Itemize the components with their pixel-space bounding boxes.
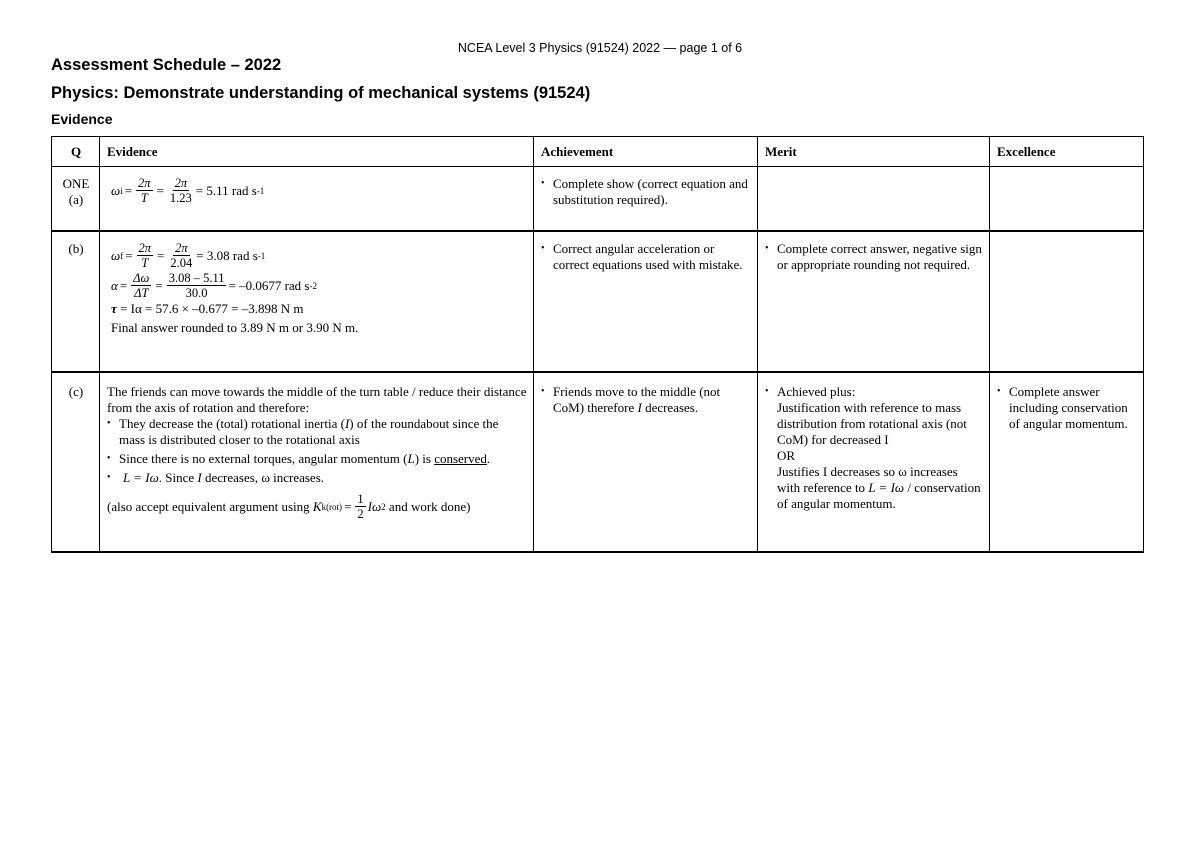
list-item: OR <box>777 448 796 463</box>
column-header-achievement: Achievement <box>534 137 758 167</box>
list-item: • Achieved plus: <box>765 384 983 400</box>
fraction: $\frac{2\pi}{1.23}$ <box>169 176 192 205</box>
running-header: NCEA Level 3 Physics (91524) 2022 — page 1 of 6 <box>457 41 743 55</box>
column-header-merit: Merit <box>758 137 990 167</box>
fraction: $\frac{3.08 - 5.11}{30.0}$ <box>168 271 225 300</box>
question-part: (c) <box>68 384 84 399</box>
list-item: • Since there is no external torques, angular momentum (L) is conserved. <box>107 451 527 467</box>
list-item: • Complete correct answer, negative sign or appropriate rounding not required. <box>765 241 983 273</box>
evidence-cell <box>100 372 534 552</box>
list-item: Justification with reference to mass distribution from rotational axis (not CoM) for decreased I <box>777 400 967 447</box>
fraction: $\frac{2\pi}{2.04}$ <box>170 241 193 270</box>
achievement-cell <box>534 231 758 372</box>
equation-omega-f: ω f = $\frac{2\pi}{T}$ = $\frac{2\pi}{2.04}$ = 3.08 rad s -1 <box>111 241 266 270</box>
merit-cell <box>758 231 990 372</box>
table-row <box>52 167 1144 232</box>
evidence-cell <box>100 167 534 232</box>
page-subtitle: Physics: Demonstrate understanding of mechanical systems (91524) <box>51 84 591 102</box>
fraction: $\frac{1}{2}$ <box>357 492 364 521</box>
eq-lhs: ω <box>111 182 121 198</box>
merit-cell <box>758 167 990 232</box>
list-item: • Correct angular acceleration or correct equations used with mistake. <box>541 241 751 273</box>
excellence-cell <box>990 372 1144 552</box>
equation-alpha: α = $\frac{\Delta\omega}{\Delta T}$ = $\frac{3.08 - 5.11}{30.0}$ = –0.0677 rad s -2 <box>111 271 317 300</box>
question-part: (a) <box>68 192 84 207</box>
list-item: • Complete show (correct equation and substitution required). <box>541 176 751 208</box>
list-item: Justifies I decreases so ω increases with reference to L = Iω / conservation of angular momentum. <box>777 464 981 511</box>
list-item: • They decrease the (total) rotational inertia (I) of the roundabout since the mass is distributed closer to the rotational axis <box>107 416 527 448</box>
achievement-cell <box>534 372 758 552</box>
fraction: $\frac{\Delta\omega}{\Delta T}$ <box>133 271 150 300</box>
table-row <box>52 231 1144 372</box>
page-title: Assessment Schedule – 2022 <box>51 56 282 74</box>
assessment-schedule-table <box>51 136 1144 553</box>
eq-result: = 5.11 rad s <box>195 182 257 198</box>
column-header-excellence: Excellence <box>990 137 1144 167</box>
list-item: • Friends move to the middle (not CoM) therefore I decreases. <box>541 384 751 416</box>
question-cell <box>52 167 100 232</box>
question-cell <box>52 231 100 372</box>
equation-torque: τ = Iα = 57.6 × –0.677 = –3.898 N m <box>111 301 304 316</box>
section-heading: Evidence <box>51 111 113 127</box>
merit-cell <box>758 372 990 552</box>
list-item: • Complete answer including conservation of angular momentum. <box>997 384 1137 432</box>
table-header-row <box>52 137 1144 167</box>
question-number: ONE <box>62 176 90 191</box>
evidence-intro: The friends can move towards the middle of the turn table / reduce their distance from the axis of rotation and therefore: <box>107 384 527 415</box>
final-answer-note: Final answer rounded to 3.89 N m or 3.90 N m. <box>111 320 359 335</box>
fraction: $\frac{2\pi}{T}$ <box>138 176 151 205</box>
table-row <box>52 372 1144 552</box>
column-header-evidence: Evidence <box>100 137 534 167</box>
list-item: • L = Iω. Since I decreases, ω increases. <box>107 470 527 486</box>
question-cell <box>52 372 100 552</box>
evidence-cell <box>100 231 534 372</box>
alternative-argument: (also accept equivalent argument using K k(rot) = $\frac{1}{2}$ Iω 2 and work done) <box>107 492 471 521</box>
achievement-cell <box>534 167 758 232</box>
equation-omega-i: ω i = $\frac{2\pi}{T}$ = $\frac{2\pi}{1.23}$ = 5.11 rad s -1 <box>111 176 265 205</box>
excellence-cell <box>990 231 1144 372</box>
fraction: $\frac{2\pi}{T}$ <box>138 241 152 270</box>
excellence-cell <box>990 167 1144 232</box>
question-part: (b) <box>68 241 84 256</box>
column-header-q: Q <box>52 137 100 167</box>
